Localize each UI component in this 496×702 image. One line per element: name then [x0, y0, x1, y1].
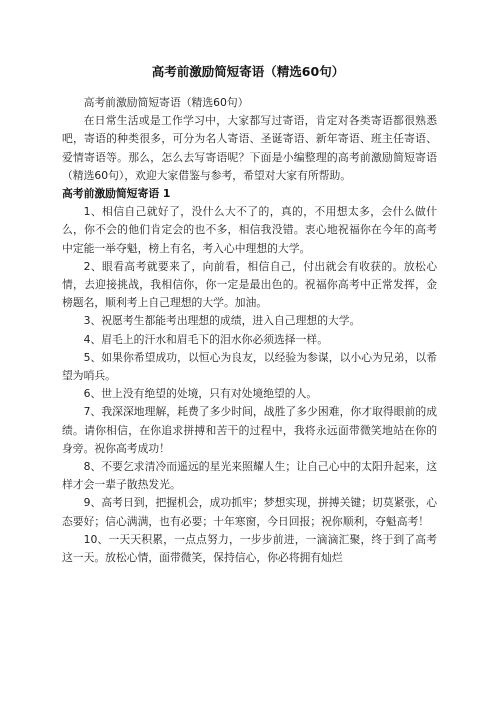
list-item: 3、祝愿考生都能考出理想的成绩，进入自己理想的大学。 [83, 314, 361, 328]
subtitle-paragraph: 高考前激励简短寄语（精选60句） [83, 96, 249, 109]
list-item: 1、相信自己就好了，没什么大不了的，真的，不用想太多，会什么做什么，你不会的他们肯定会的也不多，相信我没错。衷心地祝福你在今年的高考中定能一举夺魁，榜上有名，考入心中理想的大学。 [62, 205, 437, 255]
list-item: 6、世上没有绝望的处境，只有对处境绝望的人。 [83, 387, 318, 401]
list-item: 4、眉毛上的汗水和眉毛下的泪水你必须选择一样。 [83, 332, 328, 346]
document-title: 高考前激励简短寄语（精选60句） [151, 64, 345, 79]
list-item: 5、如果你希望成功，以恒心为良友，以经验为参谋，以小心为兄弟，以希望为哨兵。 [62, 350, 437, 383]
section-heading: 高考前激励简短寄语 1 [62, 187, 171, 201]
list-item: 10、一天天积累，一点点努力，一步步前进，一滴滴汇聚，终于到了高考这一天。放松心情，面带微笑，保持信心，你必将拥有灿烂 [62, 532, 437, 565]
list-item: 7、我深深地理解，耗费了多少时间，战胜了多少困难，你才取得眼前的成绩。请你相信，在你追求拼搏和苦干的过程中，我将永远面带微笑地站在你的身旁。祝你高考成功！ [62, 405, 437, 455]
document-body [62, 94, 437, 567]
list-item: 2、眼看高考就要来了，向前看，相信自己，付出就会有收获的。放松心情，去迎接挑战，我相信你，你一定是最出色的。祝福你高考中正常发挥，金榜题名，顺利考上自己理想的大学。加油。 [62, 259, 437, 310]
list-item: 9、高考日到，把握机会，成功抓牢；梦想实现，拼搏关键；切莫紧张，心态要好；信心满满，也有必要；十年寒窗，今日回报；祝你顺利，夺魁高考！ [62, 496, 437, 528]
intro-paragraph: 在日常生活或是工作学习中，大家都写过寄语，肯定对各类寄语都很熟悉吧，寄语的种类很多，可分为名人寄语、圣诞寄语、新年寄语、班主任寄语、爱情寄语等。那么，怎么去写寄语呢？下面是小编整理的高考前激励简短寄语（精选60句），欢迎大家借鉴与参考，希望对大家有所帮助。 [62, 114, 437, 182]
list-item: 8、不要乞求清冷而遥远的星光来照耀人生；让自己心中的太阳升起来，这样才会一辈子散热发光。 [62, 460, 437, 492]
